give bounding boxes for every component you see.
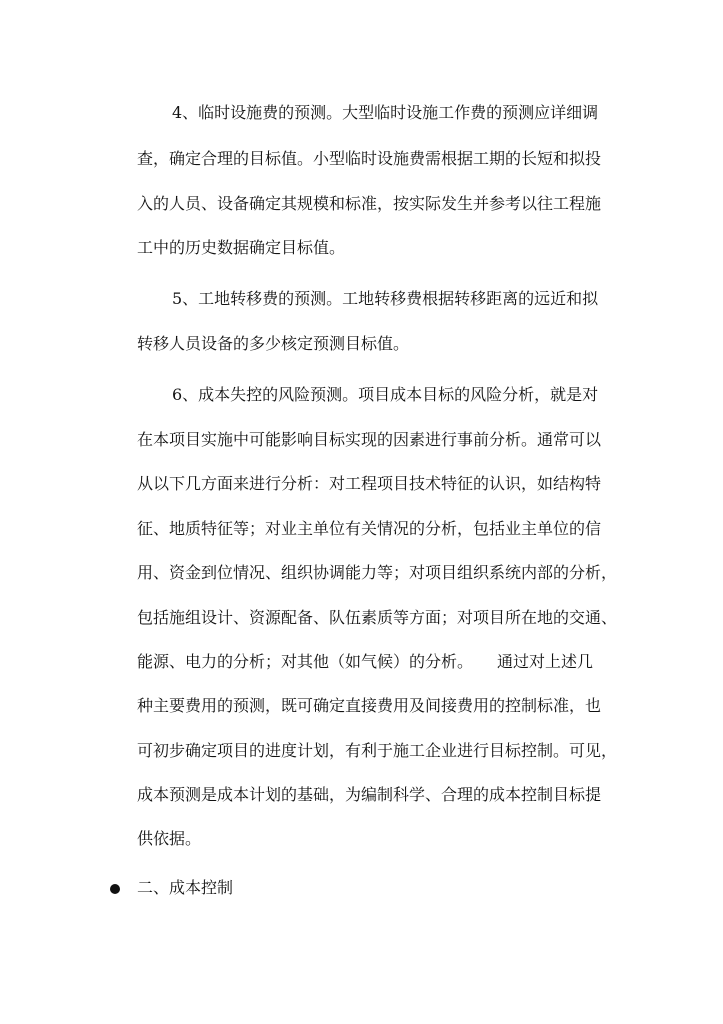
paragraph-line: 包括施组设计、资源配备、队伍素质等方面；对项目所在地的交通、 (137, 608, 618, 627)
paragraph-line: 6、成本失控的风险预测。项目成本目标的风险分析，就是对 (172, 385, 599, 404)
paragraph-line: 5、工地转移费的预测。工地转移费根据转移距离的远近和拟 (172, 289, 599, 308)
paragraph-line: 征、地质特征等；对业主单位有关情况的分析，包括业主单位的信 (137, 519, 602, 538)
paragraph-line: 在本项目实施中可能影响目标实现的因素进行事前分析。通常可以 (137, 430, 602, 449)
paragraph-line: 转移人员设备的多少核定预测目标值。 (137, 334, 410, 353)
paragraph-line: 从以下几方面来进行分析：对工程项目技术特征的认识，如结构特 (137, 474, 602, 493)
paragraph-line: 4、临时设施费的预测。大型临时设施工作费的预测应详细调 (172, 103, 599, 122)
section-heading-row (0, 878, 723, 902)
paragraph-line: 用、资金到位情况、组织协调能力等；对项目组织系统内部的分析， (137, 563, 618, 582)
paragraph-line: 能源、电力的分析；对其他（如气候）的分析。 通过对上述几 (137, 652, 594, 671)
paragraph-line: 供依据。 (137, 829, 202, 848)
paragraph-line: 入的人员、设备确定其规模和标准，按实际发生并参考以往工程施 (137, 194, 602, 213)
bullet-icon (110, 884, 120, 894)
paragraph-line: 工中的历史数据确定目标值。 (137, 238, 346, 257)
paragraph-line: 成本预测是成本计划的基础，为编制科学、合理的成本控制目标提 (137, 785, 602, 804)
paragraph-line: 查，确定合理的目标值。小型临时设施费需根据工期的长短和拟投 (137, 149, 602, 168)
section-heading: 二、成本控制 (137, 878, 234, 897)
paragraph-line: 可初步确定项目的进度计划，有利于施工企业进行目标控制。可见， (137, 741, 618, 760)
paragraph-line: 种主要费用的预测，既可确定直接费用及间接费用的控制标准，也 (137, 696, 602, 715)
